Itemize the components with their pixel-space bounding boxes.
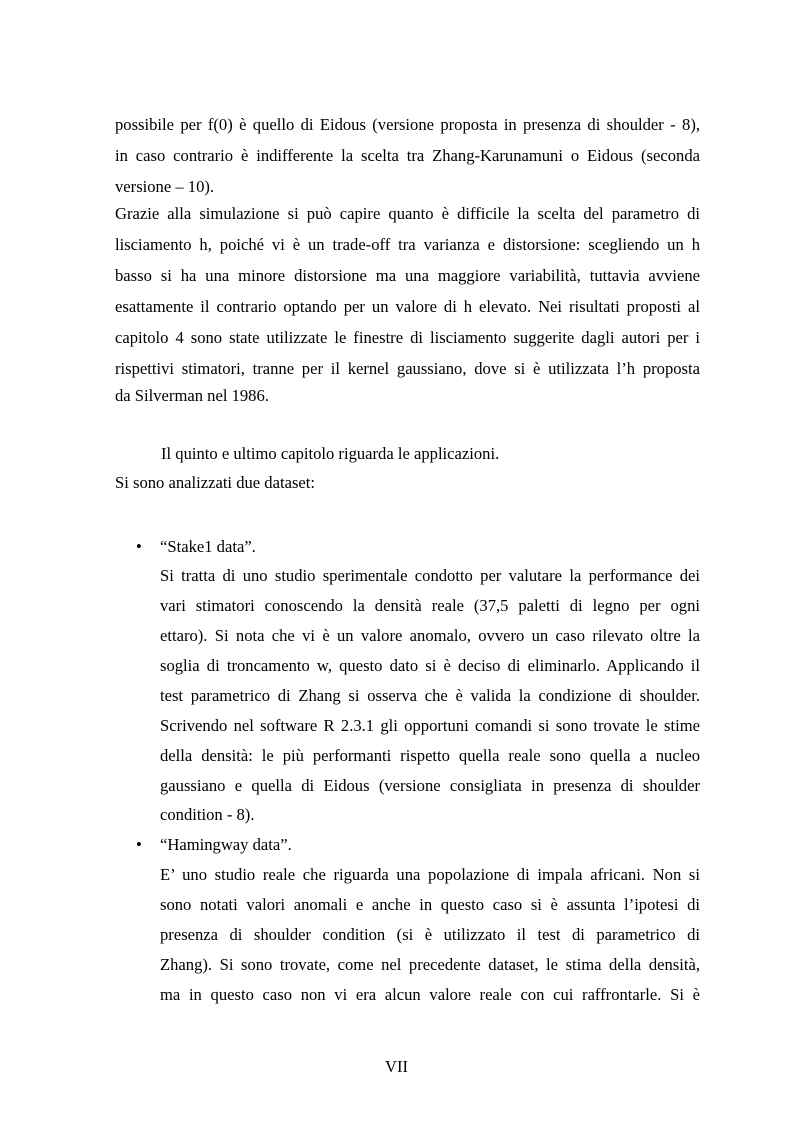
text-line: esattamente il contrario optando per un valore di h elevato. Nei risultati proposti al <box>115 297 700 316</box>
text-line: Zhang). Si sono trovate, come nel precedente dataset, le stima della densità, <box>160 955 700 974</box>
list-item-title: “Stake1 data”. <box>160 537 256 556</box>
text-line: ma in questo caso non vi era alcun valore reale con cui raffrontarle. Si è <box>160 985 700 1004</box>
text-line: Scrivendo nel software R 2.3.1 gli opportuni comandi si sono trovate le stime <box>160 716 700 735</box>
text-line: lisciamento h, poiché vi è un trade-off tra varianza e distorsione: scegliendo un h <box>115 235 700 254</box>
text-line: Si sono analizzati due dataset: <box>115 473 315 492</box>
text-line: E’ uno studio reale che riguarda una popolazione di impala africani. Non si <box>160 865 700 884</box>
text-line: possibile per f(0) è quello di Eidous (versione proposta in presenza di shoulder - 8), <box>115 115 700 134</box>
text-line: Il quinto e ultimo capitolo riguarda le applicazioni. <box>161 444 500 463</box>
text-line: basso si ha una minore distorsione ma una maggiore variabilità, tuttavia avviene <box>115 266 700 285</box>
text-line: Grazie alla simulazione si può capire quanto è difficile la scelta del parametro di <box>115 204 700 223</box>
text-line: Si tratta di uno studio sperimentale condotto per valutare la performance dei <box>160 566 700 585</box>
text-line: in caso contrario è indifferente la scelta tra Zhang-Karunamuni o Eidous (seconda <box>115 146 700 165</box>
text-line: condition - 8). <box>160 805 255 824</box>
page-number: VII <box>384 1057 409 1076</box>
text-line: rispettivi stimatori, tranne per il kernel gaussiano, dove si è utilizzata l’h proposta <box>115 359 700 378</box>
text-line: soglia di troncamento w, questo dato si è deciso di eliminarlo. Applicando il <box>160 656 700 675</box>
text-line: presenza di shoulder condition (si è utilizzato il test di parametrico di <box>160 925 700 944</box>
text-line: della densità: le più performanti rispetto quella reale sono quella a nucleo <box>160 746 700 765</box>
bullet-icon: • <box>136 835 142 854</box>
list-item-title: “Hamingway data”. <box>160 835 292 854</box>
text-line: vari stimatori conoscendo la densità reale (37,5 paletti di legno per ogni <box>160 596 700 615</box>
text-line: capitolo 4 sono state utilizzate le finestre di lisciamento suggerite dagli autori per i <box>115 328 700 347</box>
text-line: test parametrico di Zhang si osserva che è valida la condizione di shoulder. <box>160 686 700 705</box>
bullet-icon: • <box>136 537 142 556</box>
text-line: versione – 10). <box>115 177 215 196</box>
text-line: ettaro). Si nota che vi è un valore anomalo, ovvero un caso rilevato oltre la <box>160 626 700 645</box>
text-line: gaussiano e quella di Eidous (versione consigliata in presenza di shoulder <box>160 776 700 795</box>
text-line: da Silverman nel 1986. <box>115 386 269 405</box>
text-line: sono notati valori anomali e anche in questo caso si è assunta l’ipotesi di <box>160 895 700 914</box>
